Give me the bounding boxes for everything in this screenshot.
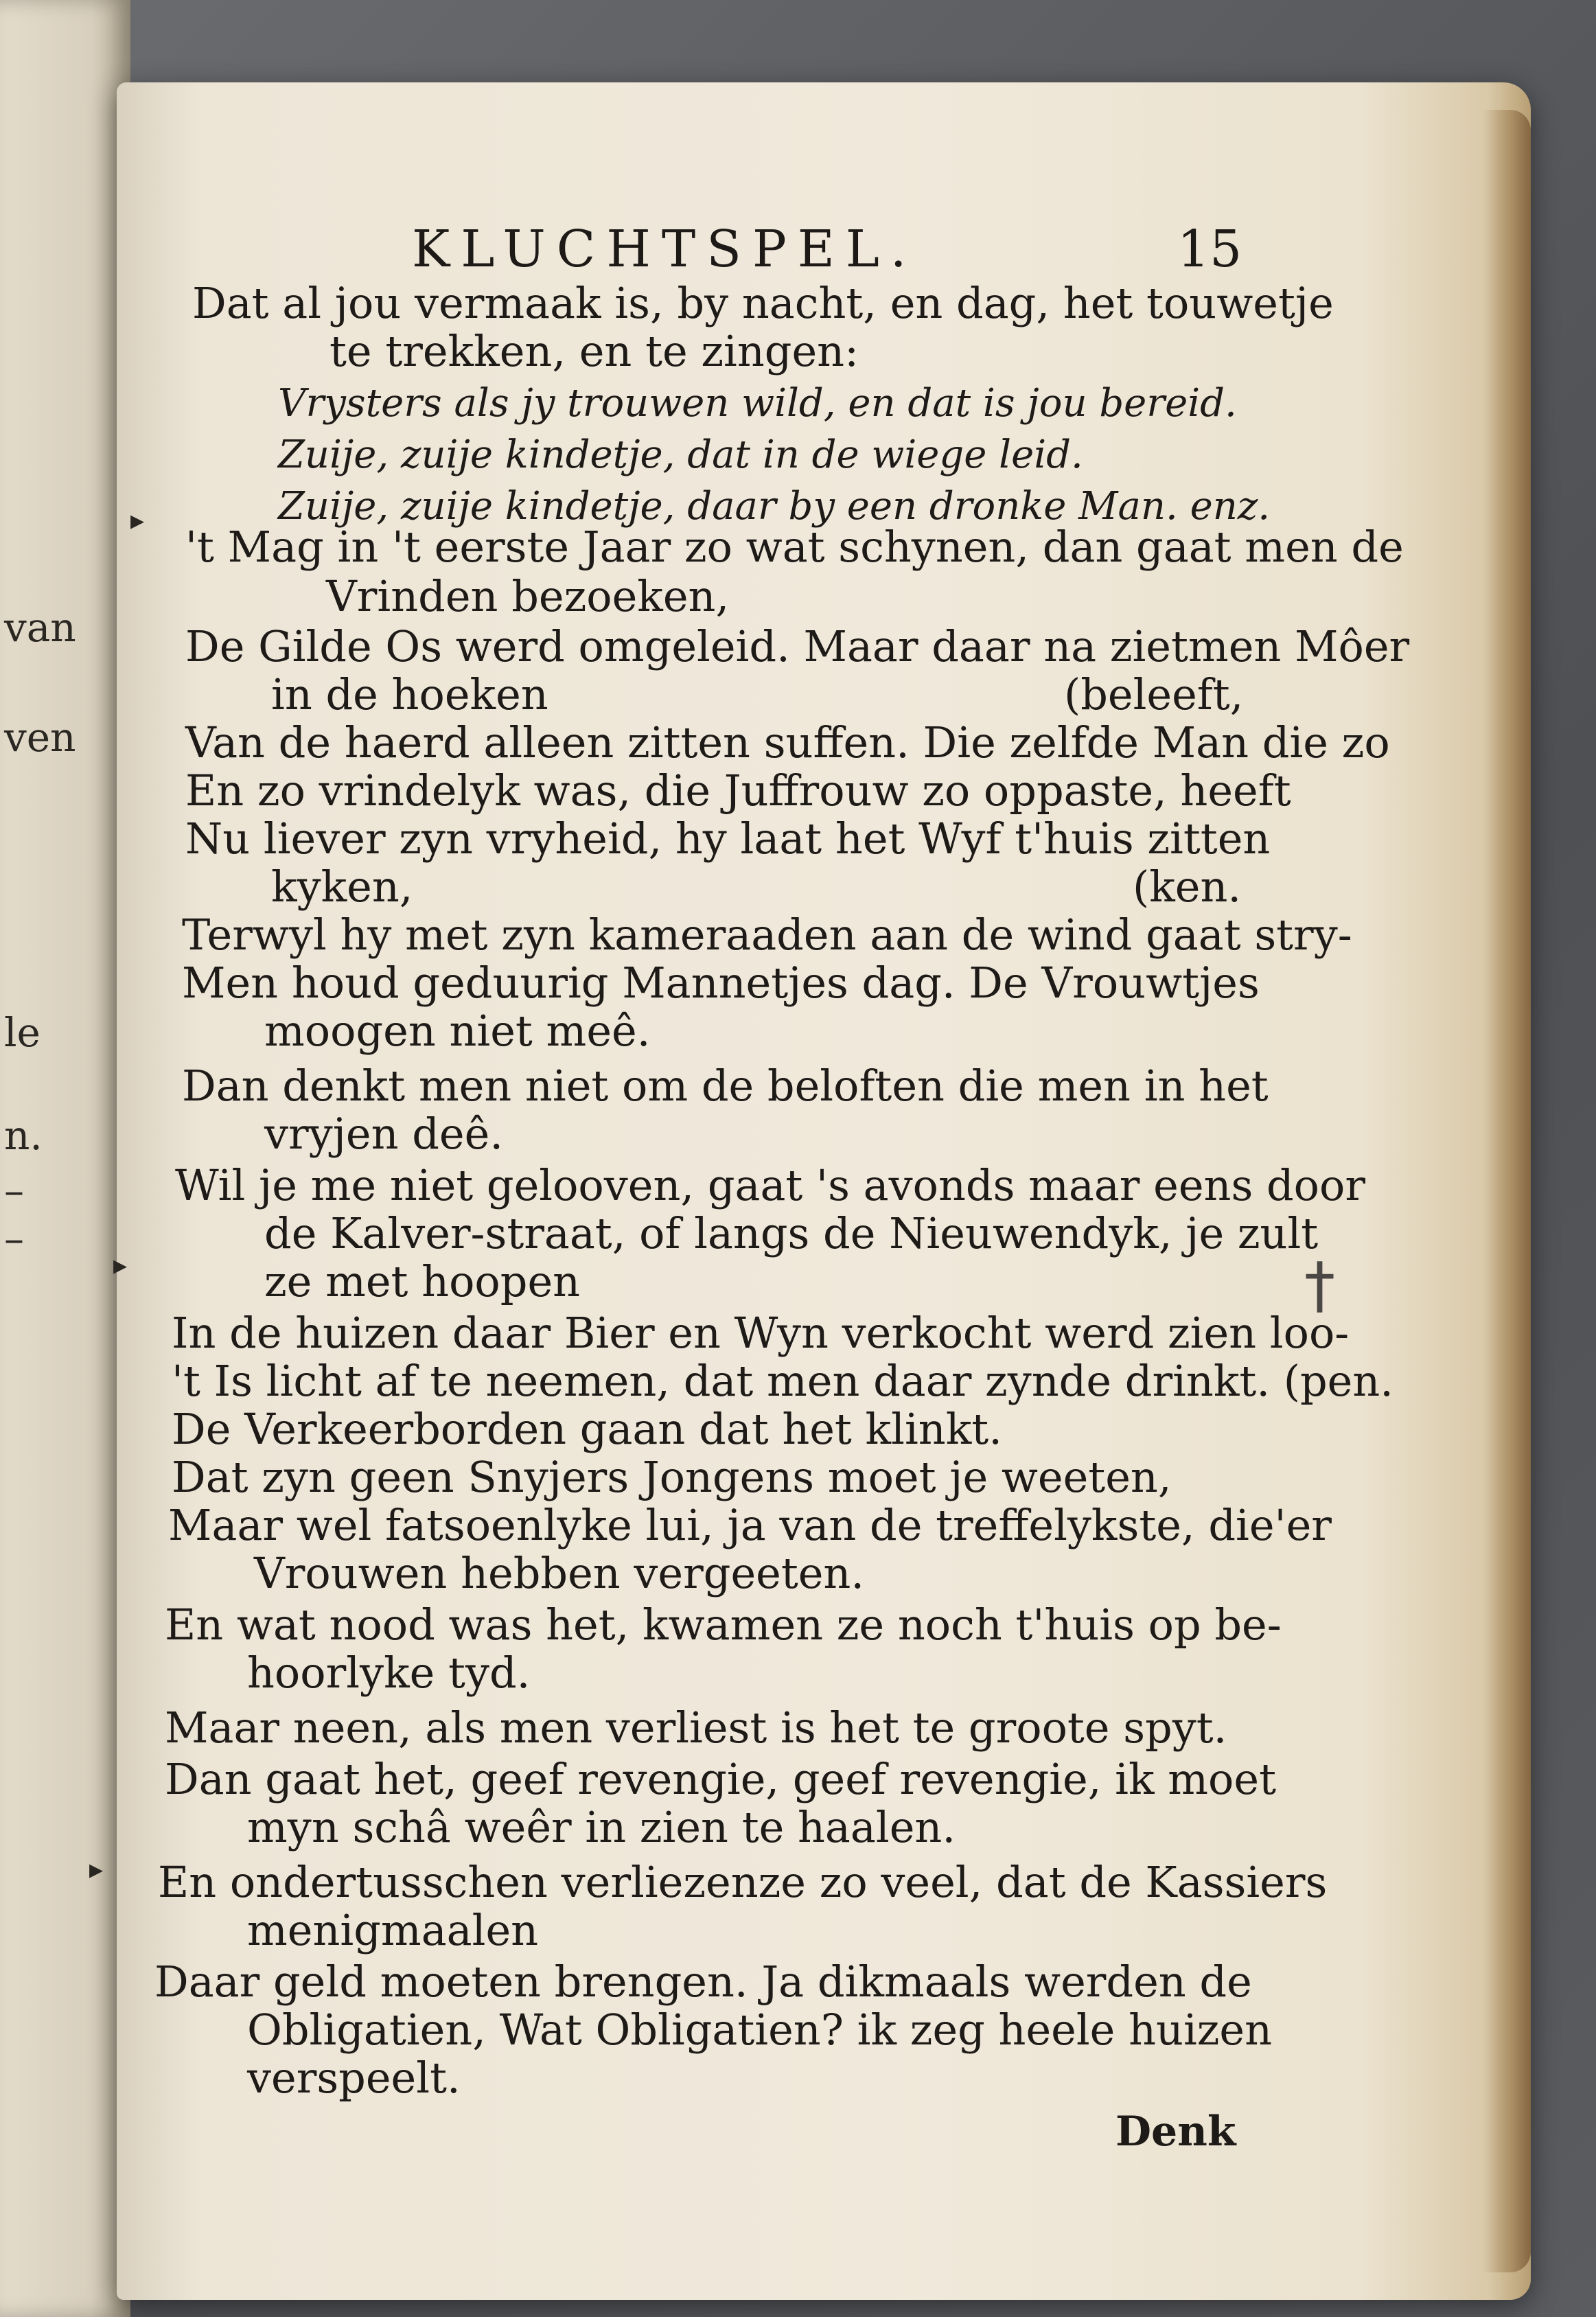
left-page-fragment: van — [4, 604, 76, 651]
text-line: En zo vrindelyk was, die Juffrouw zo oppaste, heeft — [185, 765, 1291, 816]
text-line: 't Mag in 't eerste Jaar zo wat schynen, dan gaat men de — [185, 522, 1404, 572]
text-line: te trekken, en te zingen: — [329, 326, 859, 376]
text-line: menigmaalen — [247, 1905, 539, 1955]
text-line: Maar wel fatsoenlyke lui, ja van de treffelykste, die'er — [168, 1500, 1332, 1550]
text-line: Men houd geduurig Mannetjes dag. De Vrouwtjes — [182, 958, 1260, 1008]
pencil-cross-mark: † — [1304, 1249, 1335, 1322]
text-line: verspeelt. — [247, 2053, 461, 2103]
text-line: En ondertusschen verliezenze zo veel, dat de Kassiers — [158, 1857, 1328, 1907]
text-line: Nu liever zyn vryheid, hy laat het Wyf t'huis zitten — [185, 814, 1271, 864]
text-line: En wat nood was het, kwamen ze noch t'huis op be- — [165, 1600, 1282, 1650]
margin-arrow-icon: ▸ — [113, 1249, 128, 1281]
text-line-continuation: (beleeft, — [1064, 669, 1244, 719]
text-block — [117, 82, 1531, 2300]
text-line: Dan denkt men niet om de beloften die men in het — [182, 1061, 1269, 1111]
text-line: myn schâ weêr in zien te haalen. — [247, 1802, 956, 1852]
text-line: Vrouwen hebben vergeeten. — [254, 1548, 865, 1598]
text-line: Obligatien, Wat Obligatien? ik zeg heele huizen — [247, 2005, 1273, 2055]
book-page — [89, 82, 1531, 2300]
left-page-fragment: ven — [4, 714, 76, 761]
left-facing-page — [0, 0, 130, 2317]
verse-line: Vrysters als jy trouwen wild, en dat is jou bereid. — [278, 381, 1237, 426]
margin-arrow-icon: ▸ — [89, 1854, 104, 1885]
page-number: 15 — [1177, 220, 1242, 279]
text-line: Dan gaat het, geef revengie, geef revengie, ik moet — [165, 1754, 1276, 1804]
text-line: De Verkeerborden gaan dat het klinkt. — [172, 1404, 1002, 1454]
text-line: 't Is licht af te neemen, dat men daar zynde drinkt. (pen. — [172, 1356, 1393, 1406]
text-line: de Kalver-straat, of langs de Nieuwendyk, je zult — [264, 1208, 1319, 1258]
text-line: Dat zyn geen Snyjers Jongens moet je weeten, — [172, 1452, 1172, 1502]
text-line: De Gilde Os werd omgeleid. Maar daar na zietmen Môer — [185, 621, 1410, 671]
left-page-fragment: – — [4, 1167, 24, 1214]
text-line: Dat al jou vermaak is, by nacht, en dag, het touwetje — [192, 278, 1334, 328]
text-line: kyken, — [271, 862, 413, 912]
text-line: Wil je me niet gelooven, gaat 's avonds maar eens door — [175, 1160, 1365, 1210]
margin-arrow-icon: ▸ — [130, 505, 145, 536]
text-line-continuation: (ken. — [1133, 862, 1242, 912]
text-line: Van de haerd alleen zitten suffen. Die zelfde Man die zo — [185, 717, 1390, 768]
text-line: In de huizen daar Bier en Wyn verkocht werd zien loo- — [172, 1308, 1350, 1358]
catchword: Denk — [1115, 2108, 1236, 2156]
running-title: KLUCHTSPEL. — [412, 220, 918, 279]
verse-line: Zuije, zuije kindetje, daar by een dronke Man. enz. — [278, 484, 1271, 529]
text-line: moogen niet meê. — [264, 1006, 651, 1056]
left-page-fragment: le — [4, 1009, 41, 1056]
text-line: Terwyl hy met zyn kameraaden aan de wind gaat stry- — [182, 910, 1352, 960]
text-line: ze met hoopen — [264, 1256, 581, 1306]
text-line: hoorlyke tyd. — [247, 1648, 531, 1698]
text-line: Maar neen, als men verliest is het te groote spyt. — [165, 1703, 1227, 1753]
left-page-fragment: n. — [4, 1112, 43, 1159]
text-line: vryjen deê. — [264, 1109, 504, 1159]
left-page-fragment: – — [4, 1215, 24, 1262]
text-line: Vrinden bezoeken, — [326, 571, 730, 621]
text-line: Daar geld moeten brengen. Ja dikmaals werden de — [154, 1957, 1252, 2007]
verse-line: Zuije, zuije kindetje, dat in de wiege leid. — [278, 433, 1083, 477]
text-line: in de hoeken — [271, 669, 548, 719]
